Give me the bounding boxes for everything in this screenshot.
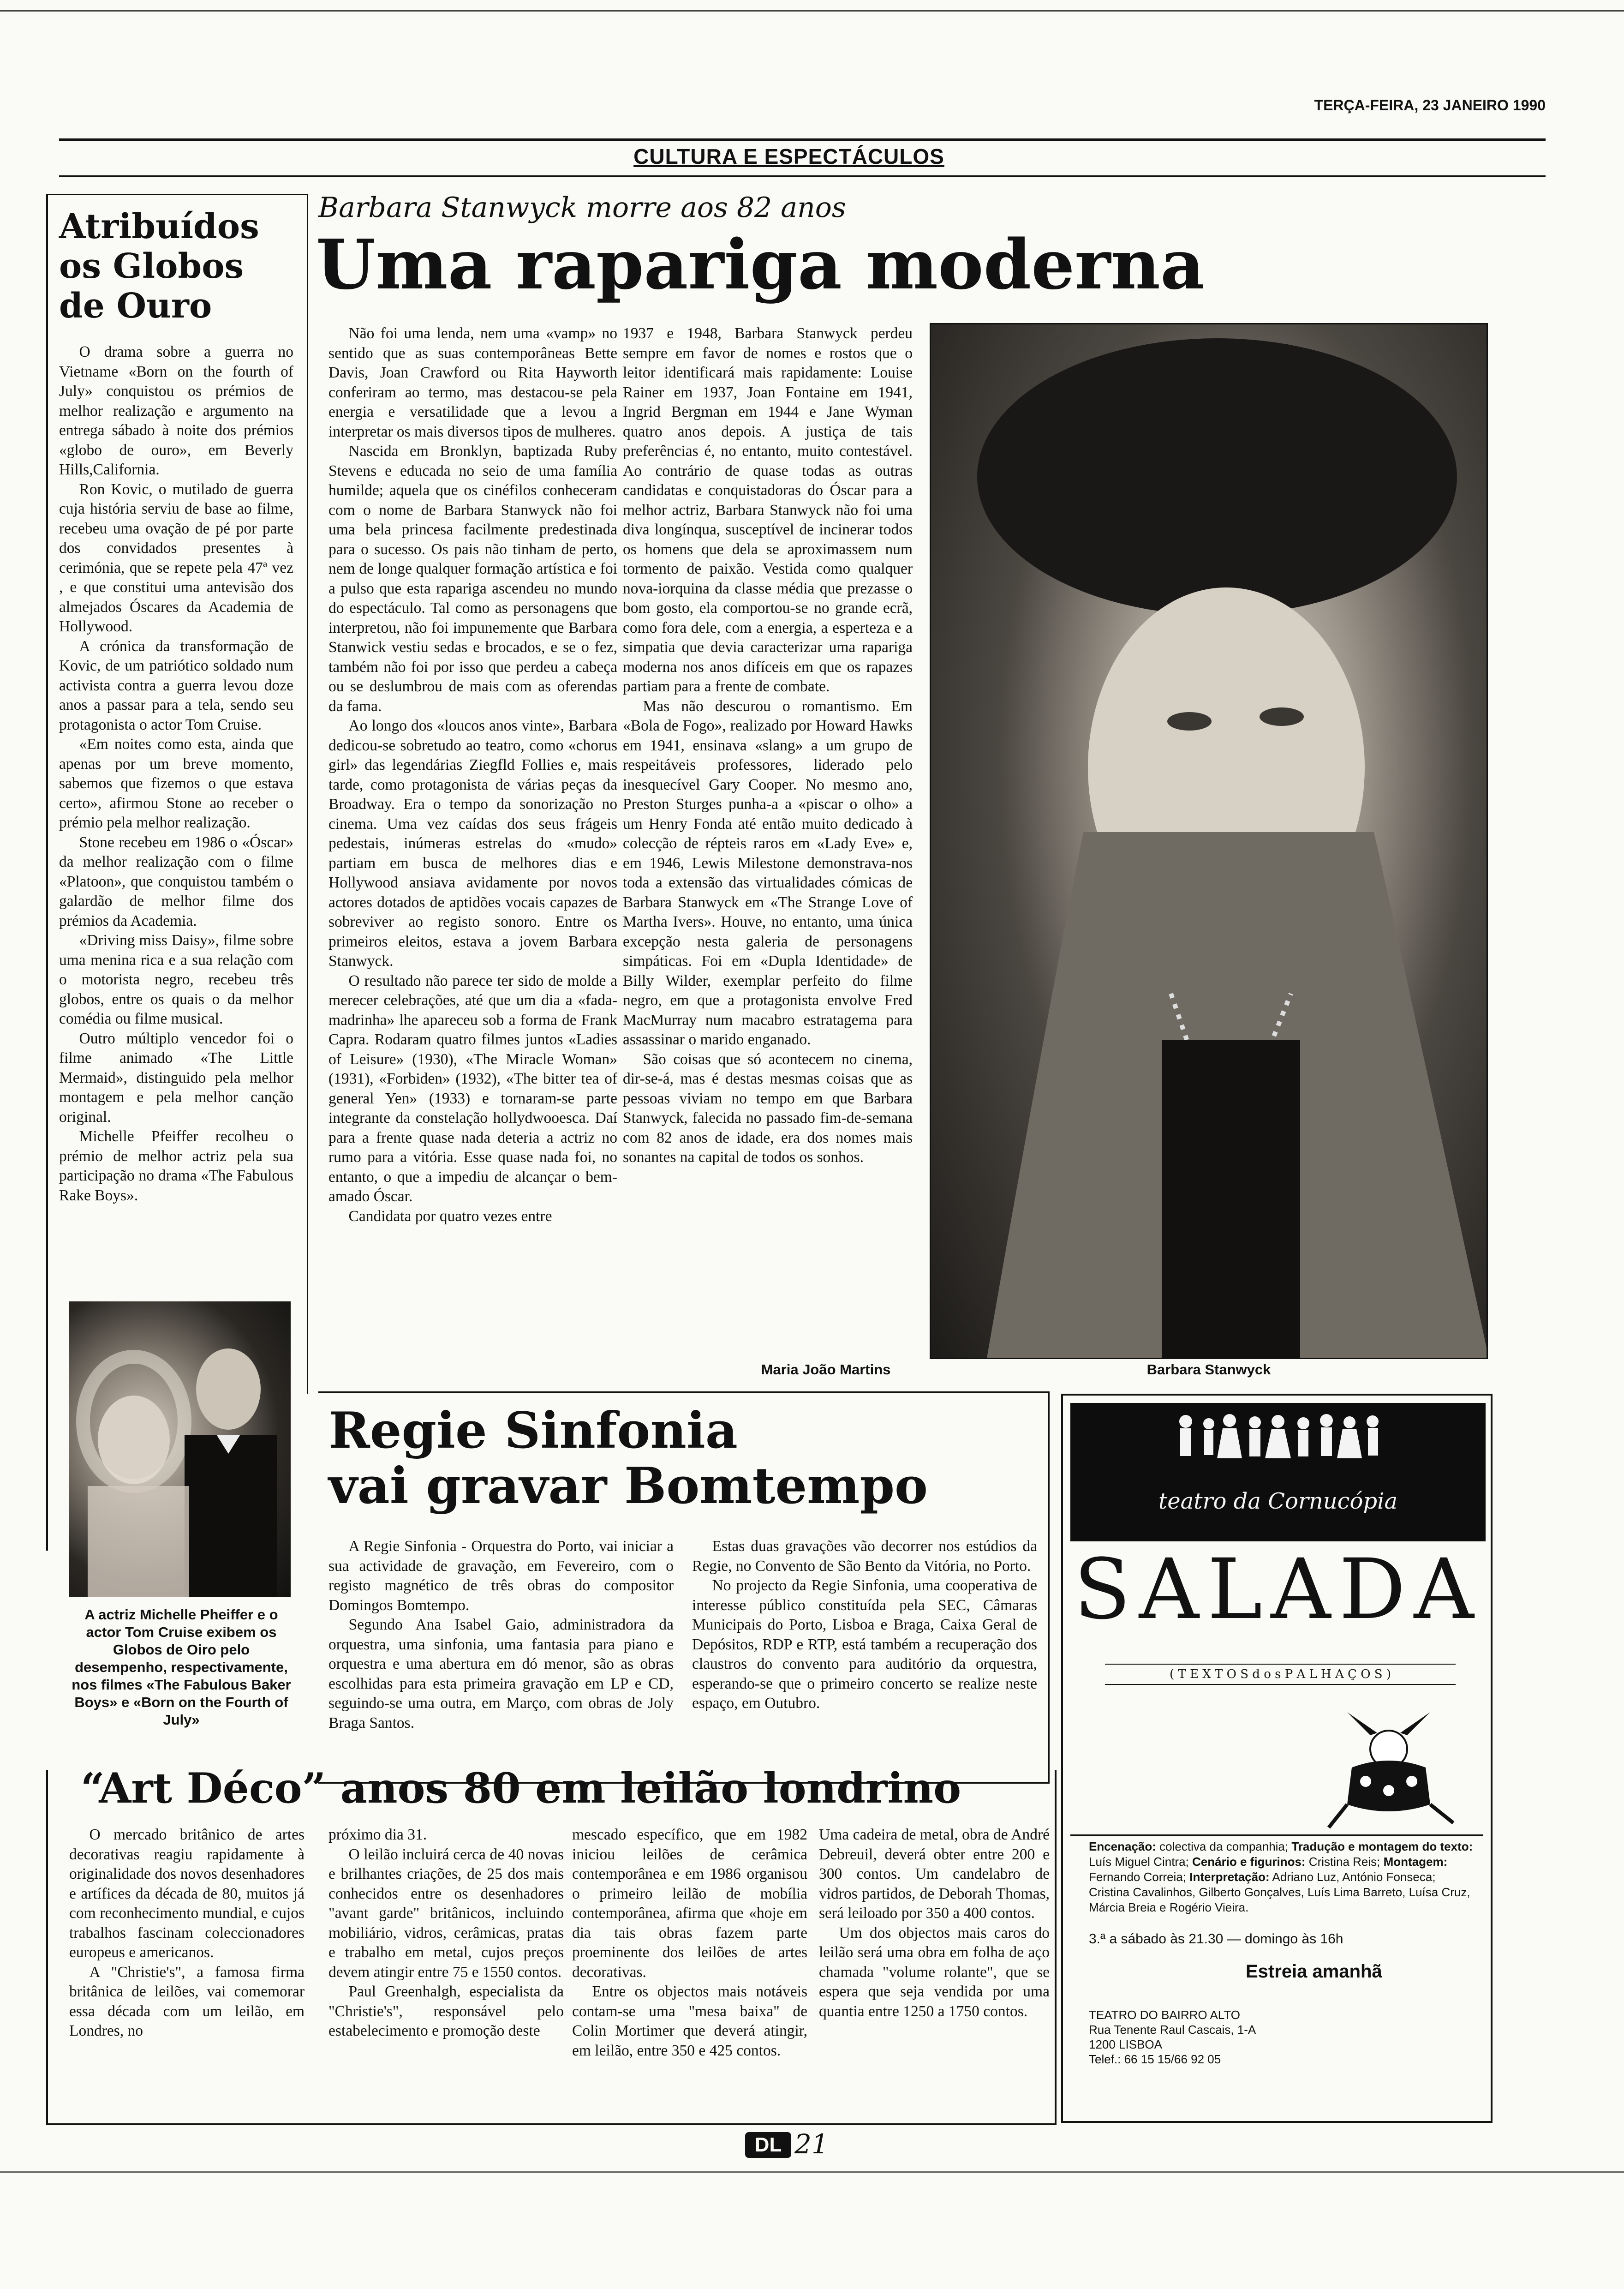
paragraph: O leilão incluirá cerca de 40 novas e brilhantes criações, de 25 dos mais conhecidos entre os desenhadores "avant garde" britânicos, incluindo mobiliário, vidros, cerâmicas, pratas e trabalho em metal, cujos preços devem atingir entre 75 e 1550 contos.: [328, 1846, 564, 1981]
paragraph: Ao longo dos «loucos anos vinte», Barbara dedicou-se sobretudo ao teatro, como «chorus girl» das legendárias Ziegfld Follies e, mais tarde, como protagonista de várias peças da Broadway. Era o tempo da sonorização no cinema. Uma vez caídas dos seus frágeis pedestais, inúmeras estrelas do «mudo» partiam em busca de melhores dias e Hollywood ansiava avidamente por novos actores dotados de aptidões vocais capazes de sobreviver ao registo sonoro. Entre os primeiros eleitos, estava a jovem Barbara Stanwyck.: [328, 717, 617, 970]
address-line: Rua Tenente Raul Cascais, 1-A: [1089, 2023, 1256, 2037]
stanwyck-photo-caption: Barbara Stanwyck: [1146, 1361, 1271, 1378]
ad-show-subtitle: ( T E X T O S d o s P A L H A Ç O S ): [1105, 1664, 1456, 1685]
artdeco-col-1: [69, 1825, 304, 2121]
credit-label: Montagem:: [1383, 1855, 1448, 1869]
paragraph: A crónica da transformação de Kovic, de um patriótico soldado num activista contra a guerra levou doze anos a passar para a tela, sendo seu protagonista o actor Tom Cruise.: [59, 637, 293, 733]
globos-title-line-3: de Ouro: [59, 286, 212, 326]
paragraph: Estas duas gravações vão decorrer nos estúdios da Regie, no Convento de São Bento da Vitória, no Porto.: [692, 1538, 1037, 1575]
jester-icon: [1292, 1698, 1486, 1832]
stanwyck-col-2: [623, 324, 913, 1358]
ad-show-title: SALADA: [1074, 1541, 1482, 1638]
globos-photo-caption: A actriz Michelle Pheiffer e o actor Tom Cruise exibem os Globos de Oiro pelo desempenho, respectivamente, nos filmes «The Fabulous Baker Boys» e «Born on the Fourth of July»: [72, 1606, 291, 1728]
credit-text: colectiva da companhia;: [1156, 1840, 1292, 1853]
credit-label: Tradução e montagem do texto:: [1291, 1840, 1473, 1853]
paragraph: «Driving miss Daisy», filme sobre uma menina rica e a sua relação com o motorista negro, recebeu três globos, entre os quais o da melhor comédia ou filme musical.: [59, 932, 293, 1027]
paragraph: O mercado britânico de artes decorativas reagiu rapidamente à originalidade dos novos desenhadores e artífices da década de 80, muitos já com reconhecimento mundial, e cujos trabalhos fascinam coleccionadores europeus e americanos.: [69, 1826, 304, 1961]
paragraph: O resultado não parece ter sido de molde a merecer celebrações, até que um dia a «fada-madrinha» lhe apareceu sob a forma de Frank Capra. Rodaram quatro filmes juntos «Ladies of Leisure» (1930), «The Miracle Woman» (1931), «Forbiden» (1932), «The bitter tea of general Yen» (1933) e tornaram-se parte integrante da constelação hollydwooesca. Daí para a frente quase nada deteria a actriz no rumo para a vitória. Esse quase nada foi, no entanto, o que a impediu de alcançar o bem-amado Óscar.: [328, 972, 617, 1205]
stanwyck-photo-portrait: [931, 324, 1488, 1359]
paragraph: Stone recebeu em 1986 o «Óscar» da melhor realização com o filme «Platoon», que conquistou também o galardão de melhor filme dos prémios da Academia.: [59, 833, 293, 929]
globos-body: [59, 342, 293, 1284]
ad-masthead: [1070, 1403, 1486, 1541]
stanwyck-kicker: Barbara Stanwyck morre aos 82 anos: [318, 192, 846, 224]
paragraph: A Regie Sinfonia - Orquestra do Porto, vai iniciar a sua actividade de gravação, em Fevereiro, com o registo magnético de três obras do compositor Domingos Bomtempo.: [328, 1538, 674, 1614]
stanwyck-col-1: [328, 324, 617, 1385]
stanwyck-photo: [930, 323, 1488, 1359]
regie-headline-line-1: Regie Sinfonia: [328, 1402, 738, 1460]
ad-credits: [1089, 1839, 1476, 1915]
address-line: TEATRO DO BAIRRO ALTO: [1089, 2008, 1240, 2022]
paragraph: Nascida em Bronklyn, baptizada Ruby Stevens e educada no seio de uma família humilde; aquela que os cinéfilos conheceram com o nome de Barbara Stanwyck não foi uma bela princesa facilmente predestinada para o sucesso. Os pais não tinham de perto, nem de longe qualquer formação artística e foi a pulso que esta rapariga ascendeu no mundo do espectáculo. Tal como as personagens que interpretou, não foi impunemente que Barbara Stanwick vestiu sedas e brocados, e se o fez, também não foi por isso que perdeu a cabeça ou se deslumbrou de mais com as oferendas da fama.: [328, 443, 617, 715]
issue-date: TERÇA-FEIRA, 23 JANEIRO 1990: [1314, 97, 1546, 114]
paragraph: Michelle Pfeiffer recolheu o prémio de melhor actriz pela sua participação no drama «The Fabulous Rake Boys».: [59, 1128, 293, 1204]
address-line: Telef.: 66 15 15/66 92 05: [1089, 2052, 1221, 2066]
paragraph: próximo dia 31.: [328, 1826, 427, 1843]
paragraph: A "Christie's", a famosa firma britânica de leilões, vai comemorar essa década com um leilão, em Londres, no: [69, 1963, 304, 2039]
regie-col-2: [692, 1537, 1037, 1777]
paragraph: Não foi uma lenda, nem uma «vamp» no sentido que as suas contemporâneas Bette Davis, Joan Crawford ou Rita Hayworth conferiram ao termo, mas destacou-se pela energia e versatilidade que a levou a interpretar os mais diversos tipos de mulheres.: [328, 325, 617, 440]
globos-title-line-2: os Globos: [59, 246, 244, 286]
regie-col-1: [328, 1537, 674, 1777]
ad-address: [1089, 2007, 1476, 2067]
page-number: 21: [794, 2128, 829, 2160]
bottom-edge-line: [0, 2171, 1624, 2173]
paragraph: O drama sobre a guerra no Vietname «Born on the fourth of July» conquistou os prémios de melhor realização e argumento na entrega sábado à noite dos prémios «globo de ouro», em Beverly Hills,California.: [59, 343, 293, 478]
paragraph: Entre os objectos mais notáveis contam-se uma "mesa baixa" de Colin Mortimer que deverá atingir, em leilão, entre 350 e 425 contos.: [572, 1983, 807, 2059]
globos-title-line-1: Atribuídos: [59, 207, 259, 246]
ad-schedule: 3.ª a sábado às 21.30 — domingo às 16h: [1089, 1931, 1343, 1947]
paragraph: Segundo Ana Isabel Gaio, administradora da orquestra, uma sinfonia, uma fantasia para piano e orquestra e uma abertura em dó menor, são as obras escolhidas para esta primeira gravação em LP e CD, seguindo-se uma outra, em Março, com obras de Joly Braga Santos.: [328, 1616, 674, 1732]
paragraph: Mas não descurou o romantismo. Em «Bola de Fogo», realizado por Howard Hawks em 1941, ensinava «slang» a um grupo de respeitáveis professores, liderado pelo inesquecível Gary Cooper. No mesmo ano, Preston Sturges punha-a a «piscar o olho» a um Henry Fonda até então muito dedicado à colecção de répteis raros em «Lady Eve» e, em 1946, Lewis Milestone demonstrava-nos toda a extensão das virtualidades cómicas de Barbara Stanwyck em «The Strange Love of Martha Ivers». Houve, no entanto, uma única excepção nesta galeria de personagens simpáticas. Foi em «Dupla Identidade» de Billy Wilder, exemplar perfeito do filme negro, em que a protagonista envolve Fred MacMurray num macabro estratagema para assassinar o marido enganado.: [623, 697, 913, 1048]
paragraph: Candidata por quatro vezes entre: [348, 1207, 552, 1225]
globos-photo: [69, 1301, 291, 1597]
section-rule-bottom: [59, 175, 1546, 177]
credit-text: Fernando Correia;: [1089, 1870, 1190, 1884]
stanwyck-byline: Maria João Martins: [761, 1361, 891, 1378]
credit-text: Luís Miguel Cintra;: [1089, 1855, 1192, 1869]
regie-headline: [328, 1403, 1021, 1514]
paragraph: No projecto da Regie Sinfonia, uma cooperativa de interesse público constituída pela SEC, Câmaras Municipais do Porto, Lisboa e Braga, Caixa Geral de Depósitos, RDP e RTP, está também a recuperação dos claustros do convento para auditório da orquestra, esperando-se que o primeiro concerto se realize neste espaço, em Outubro.: [692, 1577, 1037, 1712]
credit-text: Cristina Reis;: [1305, 1855, 1384, 1869]
credit-label: Interpretação:: [1189, 1870, 1270, 1884]
ad-premiere: Estreia amanhã: [1246, 1961, 1382, 1982]
troupe-figures-icon: [1070, 1403, 1486, 1495]
section-title: CULTURA E ESPECTÁCULOS: [633, 144, 944, 168]
artdeco-col-4: [819, 1825, 1050, 2121]
paragraph: Uma cadeira de metal, obra de André Debreuil, deverá obter entre 200 e 300 contos. Um candelabro de vidros partidos, de Deborah Thomas, será leiloado por 350 a 400 contos.: [819, 1826, 1050, 1922]
stanwyck-headline: Uma rapariga moderna: [316, 224, 1205, 305]
paragraph: mescado específico, que em 1982 iniciou leilões de cerâmica contemporânea e em 1986 organisou o primeiro leilão de mobília contemporânea, afirma que «hoje em dia tais obras fazem parte proeminente dos leilões de artes decorativas.: [572, 1826, 807, 1981]
paragraph: «Em noites como esta, ainda que apenas por um breve momento, sabemos que fizemos o que estava certo», afirmou Stone ao receber o prémio pela melhor realização.: [59, 736, 293, 831]
top-edge-line: [0, 10, 1624, 12]
jester-illustration: [1292, 1698, 1486, 1832]
regie-headline-line-2: vai gravar Bomtempo: [328, 1457, 928, 1515]
credit-text: Adriano Luz, António Fonseca; Cristina Cavalinhos, Gilberto Gonçalves, Luís Lima Barreto, Luísa Cruz, Márcia Breia e Rogério Vieira.: [1089, 1870, 1470, 1914]
artdeco-headline: “Art Déco” anos 80 em leilão londrino: [81, 1764, 961, 1813]
ad-divider: [1070, 1834, 1483, 1836]
paragraph: Ron Kovic, o mutilado de guerra cuja história serviu de base ao filme, recebeu uma ovação de pé por parte dos convidados presentes à cerimónia, que se repete pela 47ª vez , e que constitui uma antevisão dos almejados Óscares da Academia de Hollywood.: [59, 480, 293, 635]
paragraph: Outro múltiplo vencedor foi o filme animado «The Little Mermaid», distinguido pela melhor montagem e pela melhor canção original.: [59, 1030, 293, 1126]
paragraph: 1937 e 1948, Barbara Stanwyck perdeu sempre em favor de nomes e rostos que o leitor identificará mais rapidamente: Louise Rainer em 1937, Joan Fontaine em 1941, Ingrid Bergman em 1944 e Jane Wyman quatro anos depois. A justiça de tais preferências é, no entanto, muito contestável. Ao contrário de quase todas as outras candidatas e conquistadoras do Óscar para a melhor actriz, Barbara Stanwyck não foi uma diva longínqua, susceptível de incinerar todos os homens que dela se aproximassem num tormento de paixão. Vestida como qualquer nova-iorquina da classe média que prezasse o bom gosto, ela comportou-se no grande ecrã, como fora dele, com a energia, a esperteza e a simpatia que devia caracterizar uma rapariga moderna nos anos difíceis em que os rapazes partiam para a frente de combate.: [623, 325, 913, 695]
section-rule-top: [59, 138, 1546, 141]
dl-logo: DL: [745, 2132, 791, 2158]
paragraph: Um dos objectos mais caros do leilão será uma obra em folha de aço chamada "volume rolante", que se espera que seja vendida por uma quantia entre 1250 a 1750 contos.: [819, 1924, 1050, 2020]
credit-label: Encenação:: [1089, 1840, 1156, 1853]
globos-photo-figures: [69, 1301, 291, 1597]
artdeco-col-2: [328, 1825, 564, 2121]
globos-title: [59, 207, 299, 326]
ad-company-name: teatro da Cornucópia: [1158, 1488, 1398, 1514]
paragraph: Paul Greenhalgh, especialista da "Christie's", responsável pelo estabelecimento e promoção deste: [328, 1983, 564, 2039]
credit-label: Cenário e figurinos:: [1192, 1855, 1306, 1869]
address-line: 1200 LISBOA: [1089, 2037, 1162, 2051]
paragraph: São coisas que só acontecem no cinema, dir-se-á, mas é destas mesmas coisas que as pessoas viviam no tempo em que Barbara Stanwyck, falecida no passado fim-de-semana com 82 anos de idade, era dos nomes mais sonantes na capital de todos os sonhos.: [623, 1050, 913, 1166]
artdeco-col-3: [572, 1825, 807, 2121]
stanwyck-box-left: [307, 194, 308, 1394]
